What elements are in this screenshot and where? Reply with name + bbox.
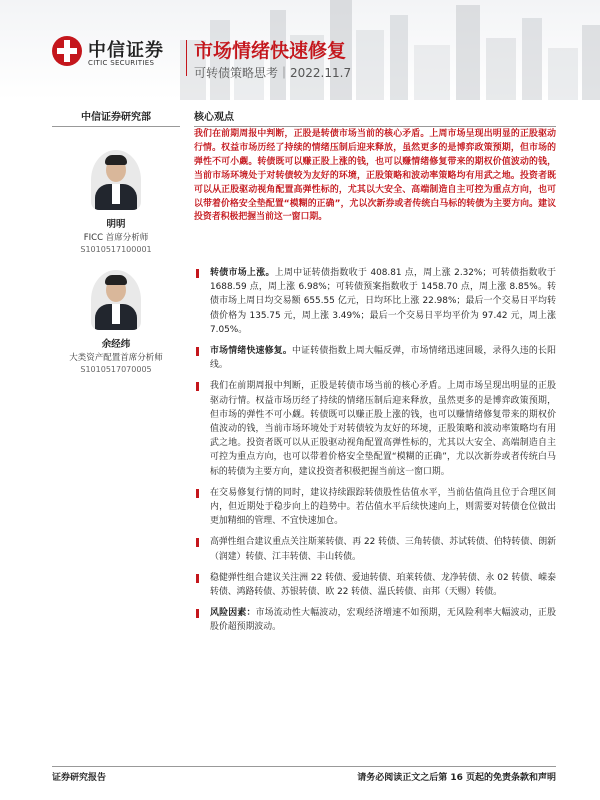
bullet-list [194,266,556,642]
bullet-text: 在交易修复行情的同时，建议持续跟踪转债股性估值水平，当前估值尚且位于合理区间内，但近期处于稳步向上的趋势中。若估值水平后续快速向上，则需要对转债仓位做出更加精细的管理、不宜快速加仓。 [210,487,556,527]
header-divider [186,40,187,76]
analyst-role: 大类资产配置首席分析师 [69,353,163,363]
bullet-item [194,379,556,478]
core-view-summary: 我们在前期周报中判断，正股是转债市场当前的核心矛盾。上周市场呈现出明显的正股驱动行情。权益市场历经了持续的情绪压制后迎来释放，虽然更多的是博弈政策预期，但市场的弹性不可小觑。转债既可以赚正股上涨的钱，也可以赚情绪修复带来的期权价值波动的钱，当前市场环境处于对转债较为友好的环境，正股策略和波动率策略均有用武之地。投资者既可以从正股驱动视角配置高弹性标的，尤其以大安全、高端制造自主可控为重点方向，也可以带着价格安全垫配置“模糊的正确”，尤以次新券或者传统白马标的转债为主要方向。建议投资者积极把握当前这一窗口期。 [194,129,556,223]
analyst-avatar [91,150,141,210]
bullet-text: 中证转债指数上周大幅反弹，市场情绪迅速回暖，录得久违的长阳线。 [210,346,557,371]
bullet-item [194,486,556,529]
footer-report-type: 证券研究报告 [52,773,107,783]
footer-disclaimer: 请务必阅读正文之后第 16 页起的免责条款和声明 [357,773,556,783]
analyst-name: 明明 [106,219,126,230]
analyst-cert: S1010517100001 [80,245,152,254]
analyst-avatar [91,270,141,330]
bullet-item [194,606,556,634]
analyst-card [52,150,180,254]
bullet-lead: 风险因素： [210,608,256,619]
report-header [0,0,600,100]
logo-name-cn: 中信证券 [88,40,164,61]
core-view-heading: 核心观点 [194,108,556,127]
bullet-item [194,266,556,337]
logo-name-en: CITIC SECURITIES [88,59,155,67]
bullet-item [194,344,556,372]
report-subtitle: 可转债策略思考｜2022.11.7 [194,66,352,80]
bullet-text: 高弹性组合建议重点关注斯莱转债、再 22 转债、三角转债、苏试转债、伯特转债、朗新（润建）转债、江丰转债、丰山转债。 [210,537,556,562]
analyst-card [52,270,180,374]
analyst-role: FICC 首席分析师 [83,233,149,243]
bullet-item [194,535,556,563]
bullet-lead: 市场情绪快速修复。 [210,346,293,357]
bullet-item [194,571,556,599]
bullet-text: 我们在前期周报中判断，正股是转债市场当前的核心矛盾。上周市场呈现出明显的正股驱动行情。权益市场历经了持续的情绪压制后迎来释放，虽然更多的是博弈政策预期，但市场的弹性不可小觑。转债既可以赚正股上涨的钱，也可以赚情绪修复带来的期权价值波动的钱，当前市场环境处于对转债较为友好的环境，正股策略和波动率策略均有用武之地。投资者既可以从正股驱动视角配置高弹性标的，尤其以大安全、高端制造自主可控为重点方向，也可以带着价格安全垫配置“模糊的正确”，尤以次新券或者传统白马标的转债为主要方向，建议投资者积极把握当前这一窗口期。 [210,381,556,477]
bullet-lead: 转债市场上涨。 [210,268,275,278]
bullet-text: 稳健弹性组合建议关注洲 22 转债、爱迪转债、珀莱转债、龙净转债、永 02 转债、嵘泰转债、鸿路转债、苏银转债、欧 22 转债、温氏转债、亩邦（天赐）转债。 [210,572,556,598]
bullet-text: 上周中证转债指数收于 408.81 点，周上涨 2.32%；可转债指数收于 1688.59 点，周上涨 6.98%；可转债预案指数收于 1458.70 点，周上涨 8.85%。转债市场上周日均交易额 655.55 亿元，日均环比上涨 22.98%；最后一个交易日平均转债价格为 135.75 元，周上涨 3.49%；最后一个交易日平均平价为 97.42 元，周上涨 7.05%。 [210,268,556,335]
report-title: 市场情绪快速修复 [194,40,347,62]
analyst-name: 余经纬 [101,339,131,350]
citic-logo [52,34,180,78]
research-dept-heading: 中信证券研究部 [52,108,180,127]
analyst-cert: S1010517070005 [80,365,152,374]
bullet-text: 市场流动性大幅波动，宏观经济增速不如预期，无风险利率大幅波动，正股股价超预期波动。 [210,608,557,633]
footer-divider [52,766,556,767]
citic-emblem-icon [52,36,82,66]
